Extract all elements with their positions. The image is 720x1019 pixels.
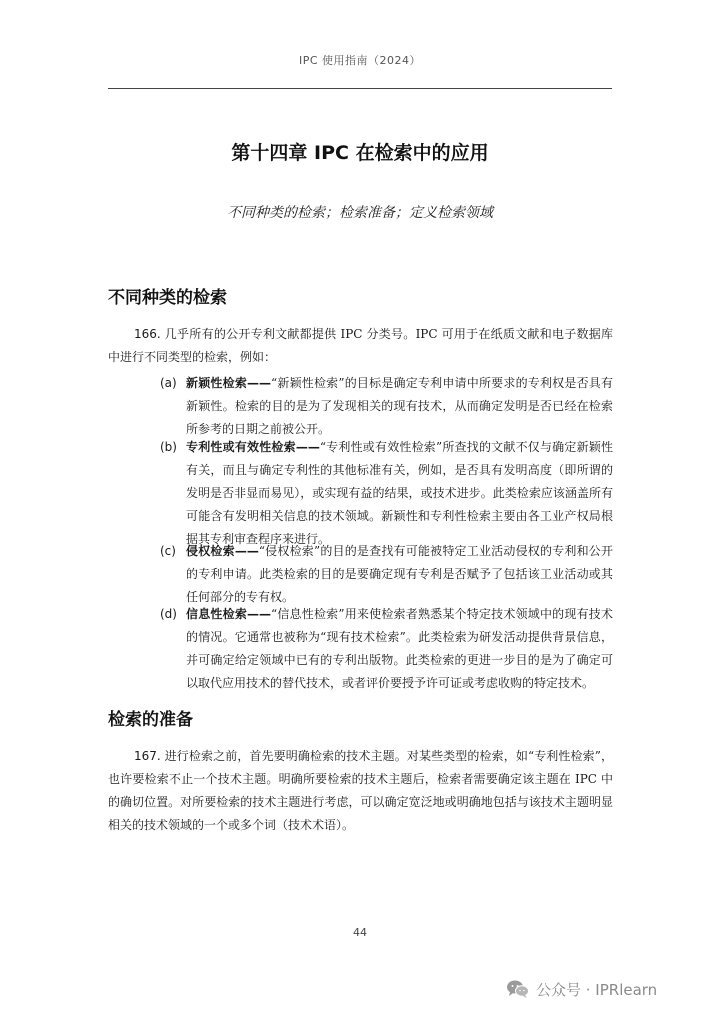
list-item-term: 专利性或有效性检索—— [186,440,320,454]
list-item-information-search [160,603,613,695]
section-heading-search-preparation: 检索的准备 [108,710,193,730]
paragraph-number: 166. [134,327,161,341]
running-header: IPC 使用指南（2024） [298,54,422,67]
section-heading-search-types: 不同种类的检索 [108,288,227,308]
wechat-icon [506,979,530,999]
chapter-subtitle: 不同种类的检索；检索准备；定义检索领域 [227,205,493,221]
list-item-text: “信息性检索”用来使检索者熟悉某个特定技术领域中的现有技术的情况。它通常也被称为“现有技术检索”。此类检索为研发活动提供背景信息，并可确定给定领域中已有的专利出版物。此类检索的更进一步目的是为了确定可以取代应用技术的替代技术，或者评价要授予许可证或考虑收购的特定技术。 [186,607,613,690]
list-item-text: “专利性或有效性检索”所查找的文献不仅与确定新颖性有关，而且与确定专利性的其他标准有关，例如，是否具有发明高度（即所谓的发明是否非显而易见），或实现有益的结果，或技术进步。此类检索应该涵盖所有可能含有发明相关信息的技术领域。新颖性和专利性检索主要由各工业产权局根据其专利审查程序来进行。 [186,440,613,546]
list-item-term: 新颖性检索—— [186,376,272,390]
list-marker: (c) [160,544,176,558]
list-item-text: “侵权检索”的目的是查找有可能被特定工业活动侵权的专利和公开的专利申请。此类检索的目的是要确定现有专利是否赋予了包括该工业活动或其任何部分的专有权。 [186,544,613,604]
list-item-infringement-search [160,540,613,609]
header-rule [108,88,612,89]
list-item-text: “新颖性检索”的目标是确定专利申请中所要求的专利权是否具有新颖性。检索的目的是为了发现相关的现有技术，从而确定发明是否已经在检索所参考的日期之前被公开。 [186,376,613,436]
paragraph-166 [108,323,613,369]
list-item-patentability-search [160,436,613,551]
page-number: 44 [353,926,367,939]
watermark-text: 公众号 · IPRlearn [536,980,658,999]
list-marker: (b) [160,440,177,454]
list-item-term: 信息性检索—— [186,607,272,621]
paragraph-text: 进行检索之前，首先要明确检索的技术主题。对某些类型的检索，如“专利性检索”，也许要检索不止一个技术主题。明确所要检索的技术主题后，检索者需要确定该主题在 IPC 中的确切位置。对所要检索的技术主题进行考虑，可以确定宽泛地或明确地包括与该技术主题明显相关的技术领域的一个或多个词（技术术语）。 [108,749,613,832]
chapter-title: 第十四章 IPC 在检索中的应用 [231,142,489,164]
paragraph-text: 几乎所有的公开专利文献都提供 IPC 分类号。IPC 可用于在纸质文献和电子数据库中进行不同类型的检索，例如： [108,327,613,364]
list-marker: (a) [160,376,177,390]
list-item-novelty-search [160,372,613,441]
paragraph-number: 167. [134,749,161,763]
list-marker: (d) [160,607,177,621]
wechat-watermark [506,976,657,1002]
list-item-term: 侵权检索—— [186,544,259,558]
paragraph-167 [108,745,613,837]
